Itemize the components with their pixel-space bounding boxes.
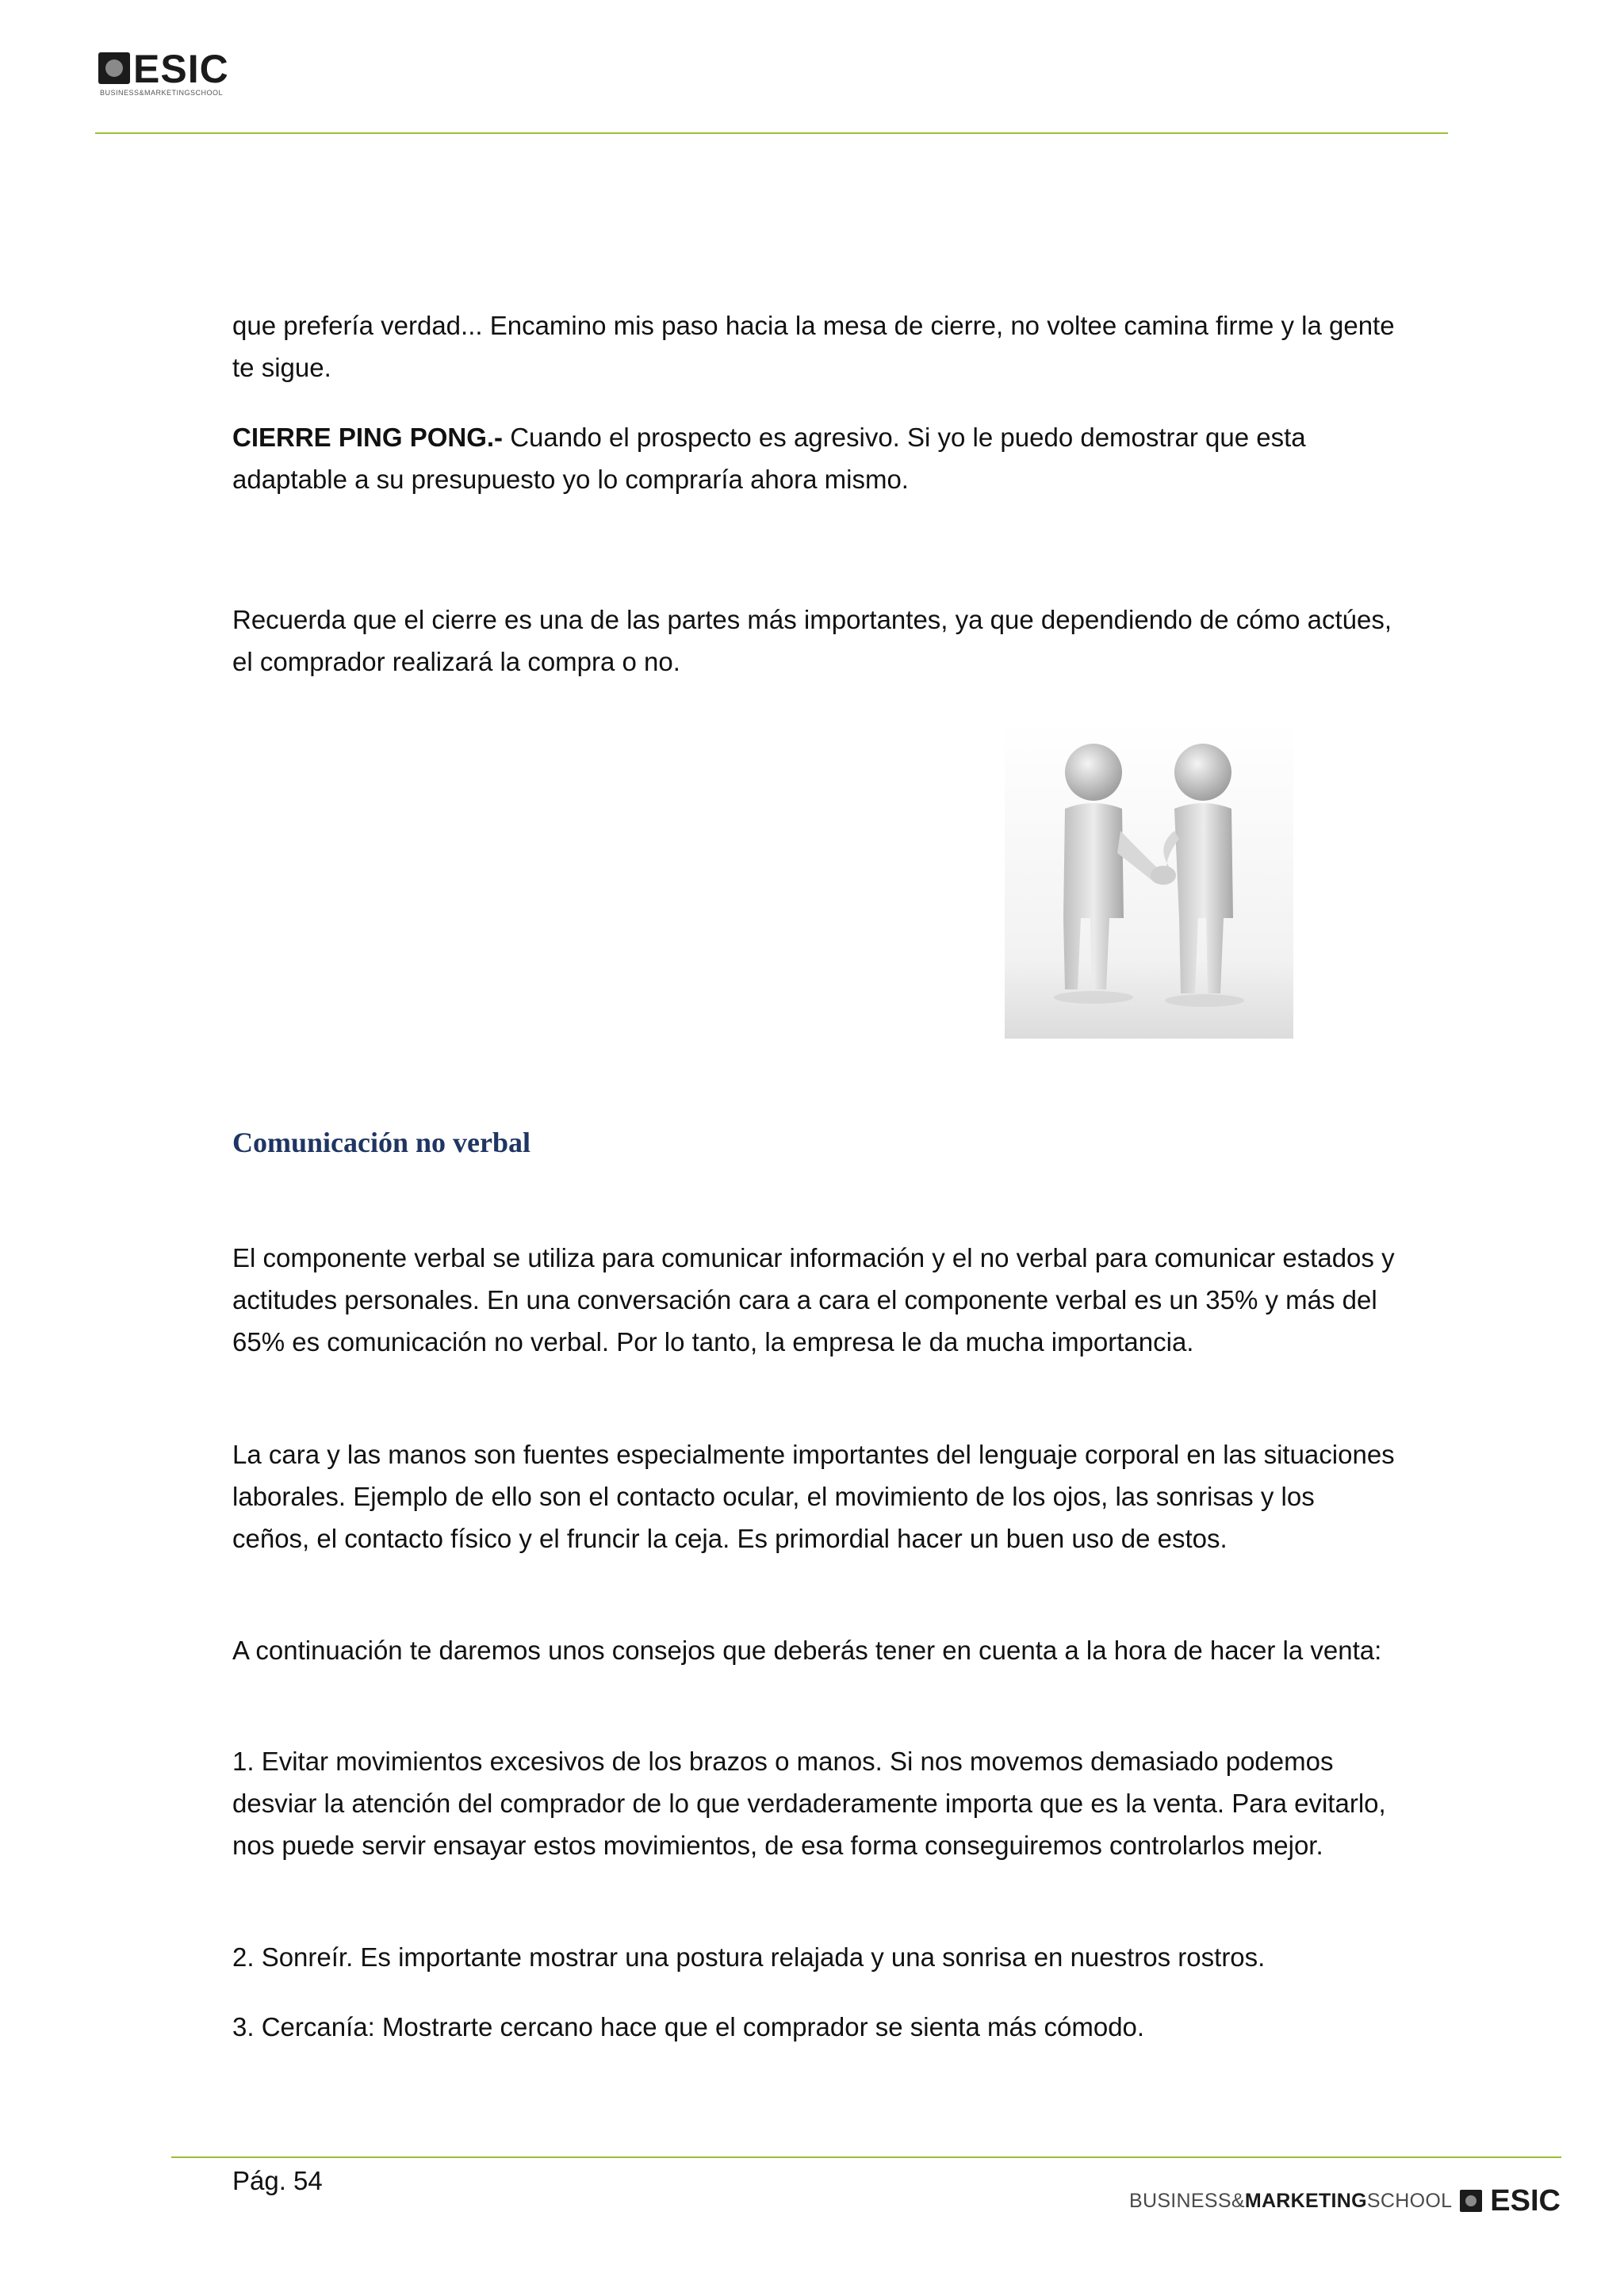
logo-tagline: BUSINESS&MARKETINGSCHOOL — [100, 89, 224, 97]
logo-wordmark: ESIC — [133, 47, 229, 91]
paragraph-text: Cuando el prospecto es agresivo. Si yo le puedo demostrar que esta adaptable a su presupuesto yo lo compraría ahora mismo. — [232, 423, 1306, 494]
list-item-3 — [232, 2006, 1398, 2048]
list-item-2 — [232, 1936, 1398, 1978]
esic-emblem-icon — [1460, 2190, 1482, 2212]
footer-logo: ESIC — [1490, 2183, 1561, 2218]
paragraph-advice-intro — [232, 1629, 1398, 1671]
handshake-figures-icon — [1005, 720, 1293, 1039]
paragraph-reminder — [232, 599, 1398, 683]
esic-emblem-icon — [98, 52, 130, 84]
section-heading: Comunicación no verbal — [232, 1127, 531, 1158]
paragraph-text: 3. Cercanía: Mostrarte cercano hace que el comprador se sienta más cómodo. — [232, 2012, 1145, 2042]
header-divider — [95, 132, 1448, 134]
paragraph-text: La cara y las manos son fuentes especialmente importantes del lenguaje corporal en las situaciones laborales. Ejemplo de ello son el contacto ocular, el movimiento de los ojos, las sonrisas y los ceños, el contacto físico y el fruncir la ceja. Es primordial hacer un buen uso de estos. — [232, 1440, 1395, 1553]
paragraph-text: 1. Evitar movimientos excesivos de los brazos o manos. Si nos movemos demasiado podemos desviar la atención del comprador de lo que verdaderamente importa que es la venta. Para evitarlo, nos puede servir ensayar estos movimientos, de esa forma conseguiremos controlarlos mejor. — [232, 1747, 1386, 1860]
footer-divider — [171, 2156, 1561, 2158]
handshake-illustration — [1005, 720, 1293, 1039]
esic-logo — [98, 49, 257, 100]
page-number: Pág. 54 — [232, 2166, 323, 2195]
paragraph-verbal — [232, 1237, 1398, 1363]
paragraph-text: 2. Sonreír. Es importante mostrar una postura relajada y una sonrisa en nuestros rostros. — [232, 1942, 1266, 1972]
term-label: CIERRE PING PONG.- — [232, 423, 504, 452]
paragraph-text: El componente verbal se utiliza para comunicar información y el no verbal para comunicar estados y actitudes personales. En una conversación cara a cara el componente verbal es un 35% y más del 65% es comunicación no verbal. Por lo tanto, la empresa le da mucha importancia. — [232, 1243, 1395, 1357]
footer-brand — [1129, 2185, 1561, 2217]
list-item-1 — [232, 1740, 1398, 1866]
paragraph-text: que prefería verdad... Encamino mis paso hacia la mesa de cierre, no voltee camina firme y la gente te sigue. — [232, 311, 1395, 382]
paragraph-ping-pong — [232, 416, 1398, 500]
paragraph-intro — [232, 304, 1398, 388]
paragraph-text: A continuación te daremos unos consejos que deberás tener en cuenta a la hora de hacer la venta: — [232, 1636, 1382, 1665]
paragraph-text: Recuerda que el cierre es una de las partes más importantes, ya que dependiendo de cómo actúes, el comprador realizará la compra o no. — [232, 605, 1392, 676]
footer-brand-text: BUSINESS&MARKETINGSCHOOL — [1129, 2189, 1453, 2212]
paragraph-face-hands — [232, 1433, 1398, 1559]
